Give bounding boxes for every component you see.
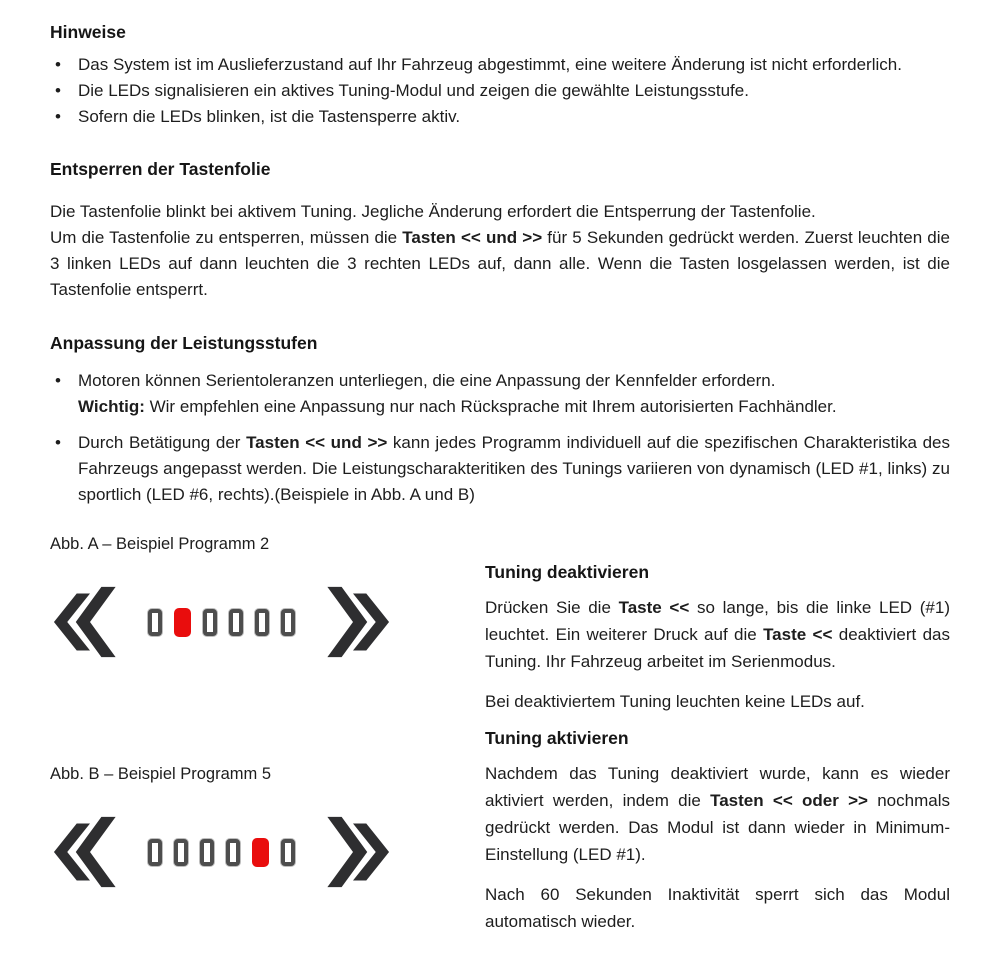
- deactivate-paragraph: Drücken Sie die Taste << so lange, bis die linke LED (#1) leuchtet. Ein weiterer Druck auf die Taste << deaktiviert das Tuning. Ihr Fahrzeug arbeitet im Serienmodus.: [485, 598, 950, 671]
- figure-a-label: Abb. A – Beispiel Programm 2: [50, 535, 270, 553]
- led-inactive: [229, 609, 243, 636]
- hinweise-list: [50, 52, 950, 130]
- bullet-glyph: •: [55, 55, 61, 74]
- led-active: [252, 838, 269, 867]
- activate-note: Nach 60 Sekunden Inaktivität sperrt sich das Modul automatisch wieder.: [485, 885, 950, 931]
- led-inactive: [200, 839, 214, 866]
- list-item: [50, 430, 950, 508]
- figure-b-label: Abb. B – Beispiel Programm 5: [50, 765, 272, 783]
- heading-hinweise: Hinweise: [50, 22, 126, 42]
- instructions-column: [485, 534, 950, 948]
- list-item: [50, 368, 950, 420]
- double-chevron-right-icon: [316, 816, 390, 888]
- anpassung-list: [50, 368, 950, 508]
- led-inactive: [281, 839, 295, 866]
- led-strip: [148, 608, 295, 637]
- bullet-glyph: •: [55, 107, 61, 126]
- led-inactive: [174, 839, 188, 866]
- double-chevron-right-icon: [316, 586, 390, 658]
- heading-anpassung: Anpassung der Leistungsstufen: [50, 333, 318, 353]
- bullet-glyph: •: [55, 371, 61, 390]
- led-inactive: [281, 609, 295, 636]
- figure-b-led-display: [53, 816, 485, 888]
- led-inactive: [255, 609, 269, 636]
- heading-entsperren: Entsperren der Tastenfolie: [50, 159, 271, 179]
- list-item-text: Sofern die LEDs blinken, ist die Tastensperre aktiv.: [78, 107, 461, 126]
- list-item: [50, 104, 950, 130]
- led-active: [174, 608, 191, 637]
- heading-tuning-aktivieren: Tuning aktivieren: [485, 728, 629, 748]
- two-column-section: [50, 534, 950, 948]
- figures-column: [50, 534, 485, 948]
- led-inactive: [148, 839, 162, 866]
- activate-paragraph: Nachdem das Tuning deaktiviert wurde, kann es wieder aktiviert werden, indem die Tasten << oder >> nochmals gedrückt werden. Das Modul ist dann wieder in Minimum-Einstellung (LED #1).: [485, 764, 950, 864]
- list-item: [50, 78, 950, 104]
- list-item-text: Das System ist im Auslieferzustand auf Ihr Fahrzeug abgestimmt, eine weitere Änderung ist nicht erforderlich.: [78, 55, 902, 74]
- list-item-text: Durch Betätigung der Tasten << und >> kann jedes Programm individuell auf die spezifischen Charakteristika des Fahrzeugs angepasst werden. Die Leistungscharakteritiken des Tunings variieren von dynamisch (LED #1, links) zu sportlich (LED #6, rechts).(Beispiele in Abb. A und B): [78, 433, 950, 504]
- double-chevron-left-icon: [53, 816, 127, 888]
- bullet-glyph: •: [55, 433, 61, 452]
- led-inactive: [226, 839, 240, 866]
- led-inactive: [203, 609, 217, 636]
- bullet-glyph: •: [55, 81, 61, 100]
- list-item-text: Die LEDs signalisieren ein aktives Tuning-Modul und zeigen die gewählte Leistungsstufe.: [78, 81, 749, 100]
- heading-tuning-deaktivieren: Tuning deaktivieren: [485, 562, 650, 582]
- led-inactive: [148, 609, 162, 636]
- list-item: [50, 52, 950, 78]
- deactivate-note: Bei deaktiviertem Tuning leuchten keine LEDs auf.: [485, 692, 865, 711]
- led-strip: [148, 838, 295, 867]
- double-chevron-left-icon: [53, 586, 127, 658]
- figure-a-led-display: [53, 586, 485, 658]
- entsperren-paragraph: Die Tastenfolie blinkt bei aktivem Tuning. Jegliche Änderung erfordert die Entsperrung der Tastenfolie. Um die Tastenfolie zu entsperren, müssen die Tasten << und >> für 5 Sekunden gedrückt werden. Zuerst leuchten die 3 linken LEDs auf dann leuchten die 3 rechten LEDs auf, dann alle. Wenn die Tasten losgelassen werden, ist die Tastenfolie entsperrt.: [50, 202, 950, 299]
- list-item-text: Motoren können Serientoleranzen unterliegen, die eine Anpassung der Kennfelder erfordern. Wichtig: Wir empfehlen eine Anpassung nur nach Rücksprache mit Ihrem autorisierten Fachhändler.: [78, 371, 837, 416]
